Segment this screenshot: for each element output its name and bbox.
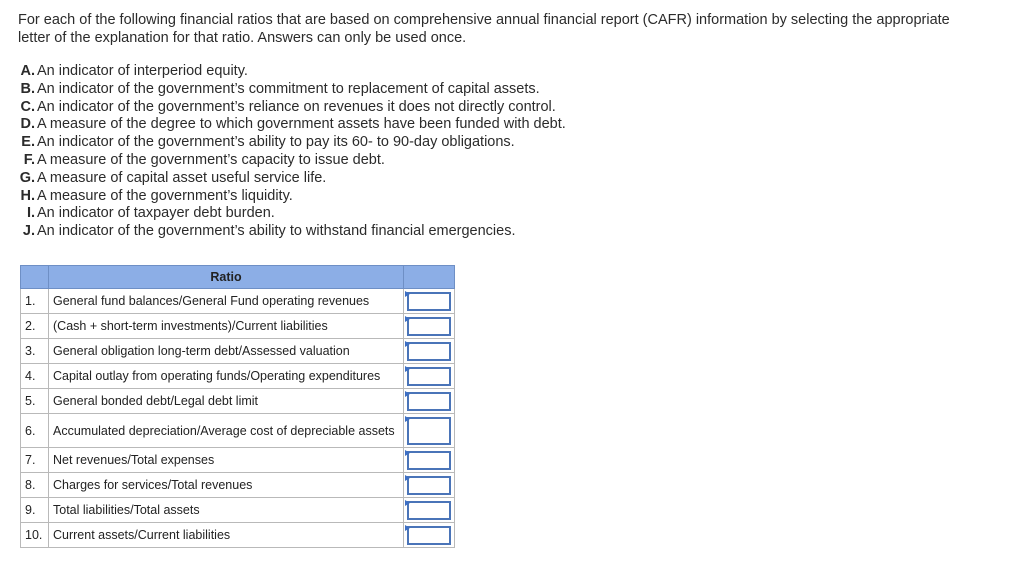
dropdown-marker-icon — [405, 291, 410, 297]
option-i — [14, 205, 566, 223]
table-row — [21, 523, 455, 548]
answer-cell — [404, 339, 455, 364]
table-row — [21, 389, 455, 414]
instructions-text: For each of the following financial ratios that are based on comprehensive annual financial report (CAFR) information by selecting the appropriate letter of the explanation for that ratio. Answers can only be used once. — [18, 12, 950, 46]
row-number: 2. — [21, 314, 49, 339]
answer-cell — [404, 414, 455, 448]
answer-cell — [404, 473, 455, 498]
option-letter: B. — [20, 80, 35, 97]
table-row — [21, 448, 455, 473]
row-number: 10. — [21, 523, 49, 548]
option-d — [14, 116, 566, 134]
option-letter: C. — [20, 98, 35, 115]
option-letter: H. — [20, 187, 35, 204]
table-row — [21, 473, 455, 498]
option-letter: J. — [22, 223, 35, 240]
ratio-description: Charges for services/Total revenues — [49, 473, 404, 498]
row-number: 6. — [21, 414, 49, 448]
ratio-description: General fund balances/General Fund operating revenues — [49, 289, 404, 314]
table-row — [21, 414, 455, 448]
option-c — [14, 99, 566, 117]
option-h — [14, 188, 566, 206]
option-letter: E. — [21, 134, 35, 151]
answer-cell — [404, 289, 455, 314]
answer-input[interactable] — [407, 392, 451, 411]
option-e — [14, 134, 566, 152]
table-row — [21, 314, 455, 339]
ratio-description: Accumulated depreciation/Average cost of depreciable assets — [49, 414, 404, 448]
option-text: An indicator of the government’s ability to pay its 60- to 90-day obligations. — [37, 134, 515, 151]
answer-cell — [404, 364, 455, 389]
ratio-description: General obligation long-term debt/Assessed valuation — [49, 339, 404, 364]
option-letter: A. — [20, 63, 35, 79]
option-f — [14, 152, 566, 170]
answer-input[interactable] — [407, 292, 451, 311]
option-j — [14, 223, 566, 241]
option-text: A measure of the government’s capacity to issue debt. — [37, 151, 385, 168]
option-text: An indicator of the government’s reliance on revenues it does not directly control. — [37, 98, 556, 115]
dropdown-marker-icon — [405, 341, 410, 347]
table-header-row — [21, 266, 455, 289]
ratio-description: Net revenues/Total expenses — [49, 448, 404, 473]
answer-input[interactable] — [407, 417, 451, 445]
answer-input[interactable] — [407, 317, 451, 336]
dropdown-marker-icon — [405, 366, 410, 372]
row-number: 9. — [21, 498, 49, 523]
answer-cell — [404, 314, 455, 339]
option-text: An indicator of the government’s ability to withstand financial emergencies. — [37, 223, 516, 240]
option-letter: I. — [26, 205, 35, 222]
answer-cell — [404, 389, 455, 414]
option-text: A measure of capital asset useful service life. — [37, 169, 327, 186]
answer-input[interactable] — [407, 526, 451, 545]
answer-cell — [404, 523, 455, 548]
row-number: 4. — [21, 364, 49, 389]
row-number: 8. — [21, 473, 49, 498]
dropdown-marker-icon — [405, 316, 410, 322]
ratio-description: Current assets/Current liabilities — [49, 523, 404, 548]
option-letter: F. — [23, 151, 35, 168]
answer-input[interactable] — [407, 367, 451, 386]
ratio-description: General bonded debt/Legal debt limit — [49, 389, 404, 414]
dropdown-marker-icon — [405, 391, 410, 397]
dropdown-marker-icon — [405, 500, 410, 506]
answer-cell — [404, 448, 455, 473]
table-row — [21, 498, 455, 523]
ratio-description: Total liabilities/Total assets — [49, 498, 404, 523]
option-text: An indicator of taxpayer debt burden. — [37, 205, 275, 222]
option-a — [14, 63, 566, 81]
option-g — [14, 170, 566, 188]
dropdown-marker-icon — [405, 525, 410, 531]
dropdown-marker-icon — [405, 475, 410, 481]
table-row — [21, 364, 455, 389]
table-row — [21, 289, 455, 314]
answer-cell — [404, 498, 455, 523]
option-b — [14, 81, 566, 99]
answer-input[interactable] — [407, 501, 451, 520]
answer-column-header — [404, 266, 455, 289]
row-number: 1. — [21, 289, 49, 314]
row-number: 7. — [21, 448, 49, 473]
option-letter: G. — [19, 169, 35, 186]
ratio-description: Capital outlay from operating funds/Operating expenditures — [49, 364, 404, 389]
ratio-description: (Cash + short-term investments)/Current liabilities — [49, 314, 404, 339]
option-text: A measure of the government’s liquidity. — [37, 187, 293, 204]
dropdown-marker-icon — [405, 450, 410, 456]
answer-input[interactable] — [407, 451, 451, 470]
answer-input[interactable] — [407, 476, 451, 495]
dropdown-marker-icon — [405, 416, 410, 422]
row-number: 5. — [21, 389, 49, 414]
table-row — [21, 339, 455, 364]
header-blank-cell — [21, 266, 49, 289]
option-text: An indicator of the government’s commitment to replacement of capital assets. — [37, 80, 540, 97]
ratio-column-header: Ratio — [49, 266, 404, 289]
option-text: An indicator of interperiod equity. — [37, 63, 248, 79]
option-letter: D. — [20, 116, 35, 133]
answer-input[interactable] — [407, 342, 451, 361]
row-number: 3. — [21, 339, 49, 364]
explanation-options-list — [14, 63, 566, 241]
ratio-matching-table — [20, 265, 455, 548]
option-text: A measure of the degree to which government assets have been funded with debt. — [37, 116, 566, 133]
